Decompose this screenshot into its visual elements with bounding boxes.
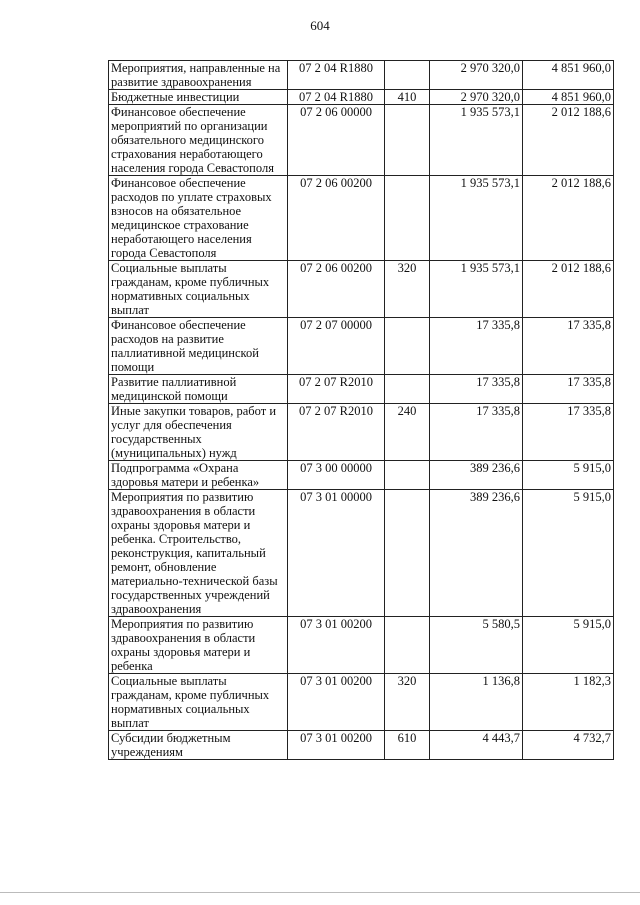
page-bottom-rule [0,892,640,893]
row-expense-type: 320 [385,261,430,318]
row-expense-type [385,176,430,261]
row-expense-type: 610 [385,731,430,760]
row-expense-type [385,617,430,674]
row-code: 07 2 07 R2010 [288,375,385,404]
row-amount-year1: 5 580,5 [430,617,523,674]
row-code: 07 3 00 00000 [288,461,385,490]
row-amount-year1: 4 443,7 [430,731,523,760]
row-name: Социальные выплаты гражданам, кроме публичных нормативных социальных выплат [109,674,288,731]
row-code: 07 3 01 00200 [288,617,385,674]
row-amount-year2: 2 012 188,6 [523,105,614,176]
row-amount-year1: 2 970 320,0 [430,61,523,90]
table-row [109,375,614,404]
row-amount-year1: 1 935 573,1 [430,105,523,176]
row-amount-year2: 4 851 960,0 [523,61,614,90]
budget-table [108,60,614,760]
row-name: Подпрограмма «Охрана здоровья матери и ребенка» [109,461,288,490]
row-name: Мероприятия по развитию здравоохранения в области охраны здоровья матери и ребенка [109,617,288,674]
row-name: Мероприятия по развитию здравоохранения в области охраны здоровья матери и ребенка. Строительство, реконструкция, капитальный ремонт, обновление материально-технической базы государственных учреждений здравоохранения [109,490,288,617]
row-amount-year1: 389 236,6 [430,461,523,490]
row-amount-year2: 17 335,8 [523,318,614,375]
row-code: 07 2 04 R1880 [288,90,385,105]
row-amount-year2: 5 915,0 [523,461,614,490]
row-expense-type: 240 [385,404,430,461]
row-expense-type [385,61,430,90]
row-expense-type [385,490,430,617]
row-code: 07 2 06 00000 [288,105,385,176]
row-amount-year2: 17 335,8 [523,404,614,461]
row-amount-year2: 5 915,0 [523,490,614,617]
row-amount-year1: 17 335,8 [430,375,523,404]
row-expense-type [385,461,430,490]
row-expense-type [385,105,430,176]
row-amount-year2: 2 012 188,6 [523,176,614,261]
row-code: 07 3 01 00000 [288,490,385,617]
row-amount-year2: 2 012 188,6 [523,261,614,318]
row-code: 07 2 06 00200 [288,176,385,261]
row-amount-year1: 1 935 573,1 [430,176,523,261]
table-row [109,261,614,318]
row-amount-year2: 17 335,8 [523,375,614,404]
table-row [109,731,614,760]
row-name: Мероприятия, направленные на развитие здравоохранения [109,61,288,90]
table-row [109,461,614,490]
row-amount-year2: 4 732,7 [523,731,614,760]
row-code: 07 3 01 00200 [288,674,385,731]
row-name: Социальные выплаты гражданам, кроме публичных нормативных социальных выплат [109,261,288,318]
row-amount-year1: 1 136,8 [430,674,523,731]
row-amount-year1: 17 335,8 [430,318,523,375]
table-row [109,318,614,375]
row-name: Иные закупки товаров, работ и услуг для обеспечения государственных (муниципальных) нужд [109,404,288,461]
row-amount-year2: 4 851 960,0 [523,90,614,105]
row-amount-year2: 1 182,3 [523,674,614,731]
table-row [109,105,614,176]
row-amount-year2: 5 915,0 [523,617,614,674]
row-name: Развитие паллиативной медицинской помощи [109,375,288,404]
row-code: 07 2 07 00000 [288,318,385,375]
table-row [109,61,614,90]
table-row [109,490,614,617]
row-amount-year1: 389 236,6 [430,490,523,617]
table-row [109,176,614,261]
row-amount-year1: 17 335,8 [430,404,523,461]
row-amount-year1: 2 970 320,0 [430,90,523,105]
row-name: Бюджетные инвестиции [109,90,288,105]
page-number: 604 [310,18,330,33]
table-row [109,404,614,461]
table-row [109,674,614,731]
row-code: 07 2 07 R2010 [288,404,385,461]
row-name: Финансовое обеспечение расходов на развитие паллиативной медицинской помощи [109,318,288,375]
row-name: Финансовое обеспечение мероприятий по организации обязательного медицинского страхования неработающего населения города Севастополя [109,105,288,176]
row-name: Финансовое обеспечение расходов по уплате страховых взносов на обязательное медицинское страхование неработающего населения города Севастополя [109,176,288,261]
row-name: Субсидии бюджетным учреждениям [109,731,288,760]
table-row [109,90,614,105]
row-expense-type [385,318,430,375]
row-expense-type: 320 [385,674,430,731]
row-expense-type [385,375,430,404]
row-code: 07 2 06 00200 [288,261,385,318]
table-row [109,617,614,674]
row-expense-type: 410 [385,90,430,105]
row-code: 07 2 04 R1880 [288,61,385,90]
row-amount-year1: 1 935 573,1 [430,261,523,318]
row-code: 07 3 01 00200 [288,731,385,760]
